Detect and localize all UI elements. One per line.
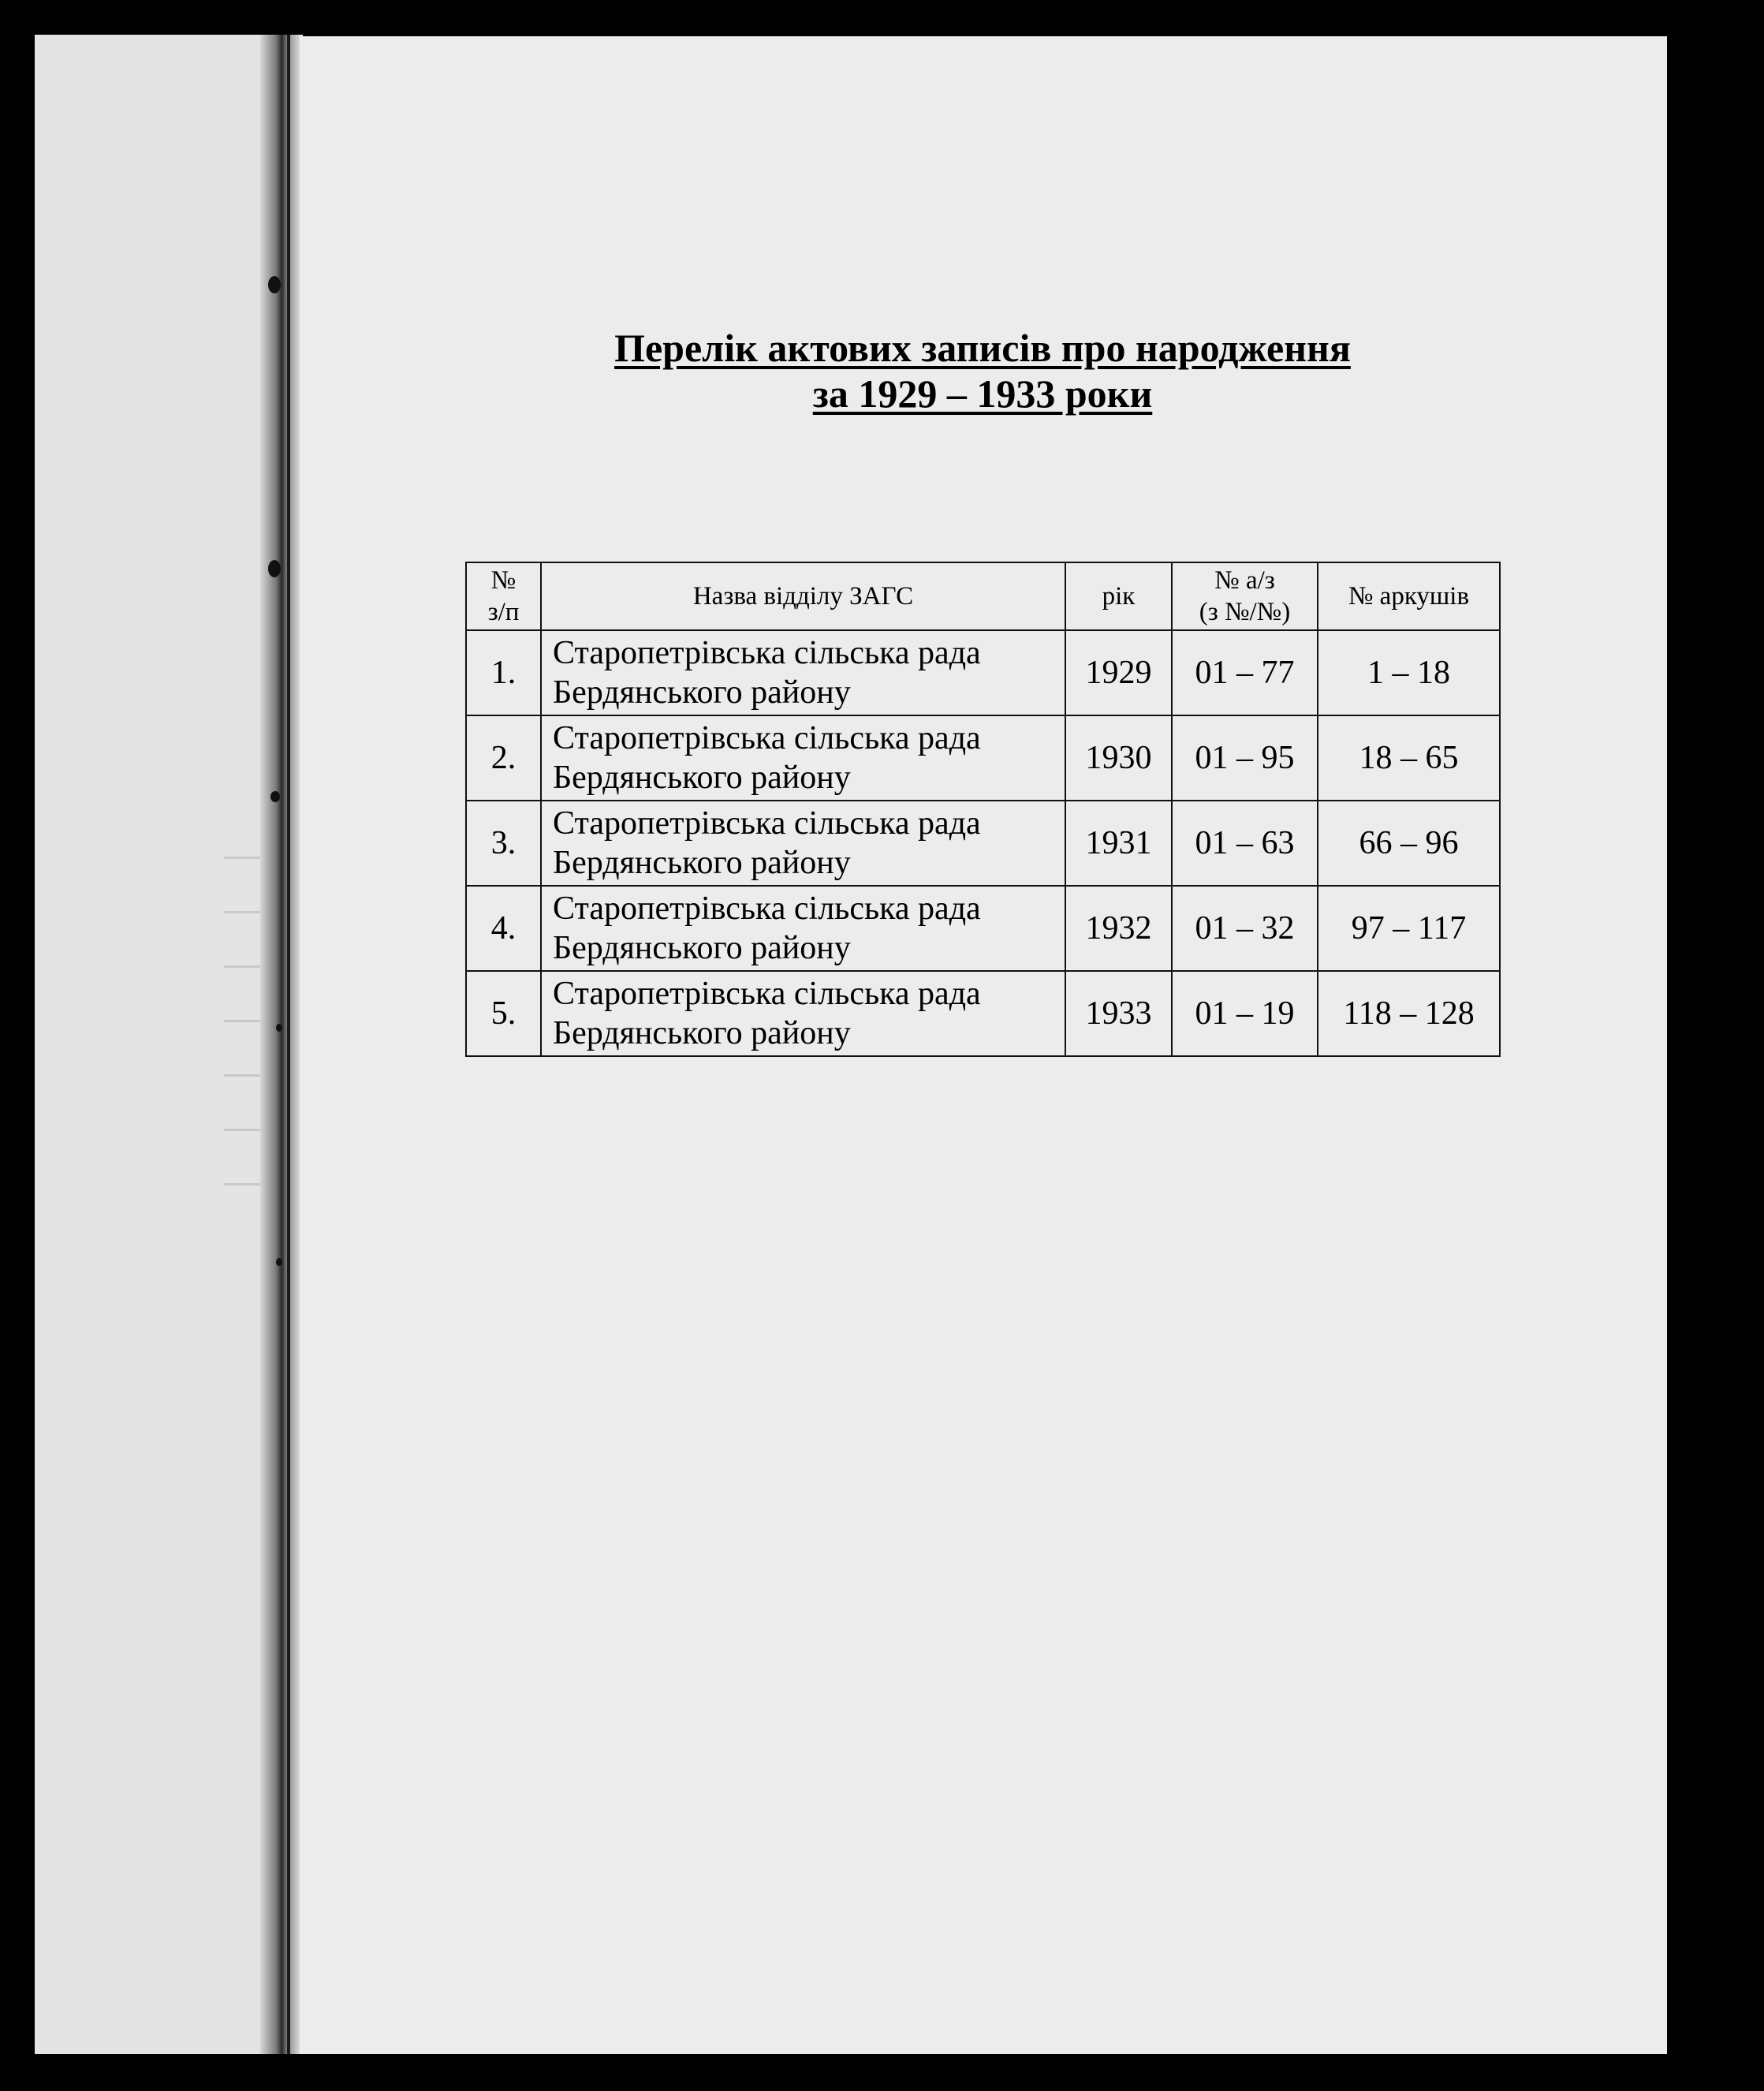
header-office: Назва відділу ЗАГС [541,562,1065,630]
row-sheets: 97 – 117 [1318,886,1500,971]
row-year: 1933 [1065,971,1172,1056]
binding-hole [268,560,281,577]
row-records: 01 – 32 [1172,886,1318,971]
row-year: 1930 [1065,715,1172,801]
table-row [466,715,1500,801]
row-number: 2. [466,715,541,801]
title-line-2: за 1929 – 1933 роки [812,372,1153,416]
office-line: Старопетрівська сільська рада [553,635,981,671]
office-line: Бердянського району [553,674,851,711]
office-line: Старопетрівська сільська рада [553,976,981,1012]
row-year: 1929 [1065,630,1172,715]
birth-records-table [465,562,1501,1057]
binding-thread [287,35,290,2054]
header-records [1172,562,1318,630]
binding-hole [270,791,280,802]
row-year: 1932 [1065,886,1172,971]
row-number: 3. [466,801,541,886]
header-number [466,562,541,630]
row-sheets: 1 – 18 [1318,630,1500,715]
office-line: Старопетрівська сільська рада [553,805,981,842]
page-fold [260,35,300,2054]
header-sheets: № аркушів [1318,562,1500,630]
row-sheets: 66 – 96 [1318,801,1500,886]
office-line: Бердянського району [553,1015,851,1051]
header-number-line: № [490,566,517,595]
row-number: 4. [466,886,541,971]
office-line: Старопетрівська сільська рада [553,891,981,927]
row-records: 01 – 63 [1172,801,1318,886]
binding-hole [268,276,281,293]
row-records: 01 – 77 [1172,630,1318,715]
binding-hole [276,1258,282,1266]
table-row [466,801,1500,886]
office-line: Бердянського району [553,845,851,881]
row-office [541,630,1065,715]
document-title [298,325,1667,416]
row-office [541,801,1065,886]
office-line: Бердянського району [553,760,851,796]
row-records: 01 – 19 [1172,971,1318,1056]
binding-hole [276,1024,282,1032]
table-row [466,630,1500,715]
table-row [466,971,1500,1056]
row-office [541,715,1065,801]
title-line-1: Перелік актових записів про народження [614,326,1351,370]
row-office [541,886,1065,971]
office-line: Старопетрівська сільська рада [553,720,981,756]
header-year: рік [1065,562,1172,630]
header-records-line: (з №/№) [1199,598,1291,626]
row-records: 01 – 95 [1172,715,1318,801]
row-sheets: 118 – 128 [1318,971,1500,1056]
row-number: 5. [466,971,541,1056]
table-header-row [466,562,1500,630]
header-records-line: № а/з [1214,566,1275,595]
table-row [466,886,1500,971]
row-office [541,971,1065,1056]
row-number: 1. [466,630,541,715]
header-number-line: з/п [487,598,520,626]
office-line: Бердянського району [553,930,851,966]
row-year: 1931 [1065,801,1172,886]
row-sheets: 18 – 65 [1318,715,1500,801]
